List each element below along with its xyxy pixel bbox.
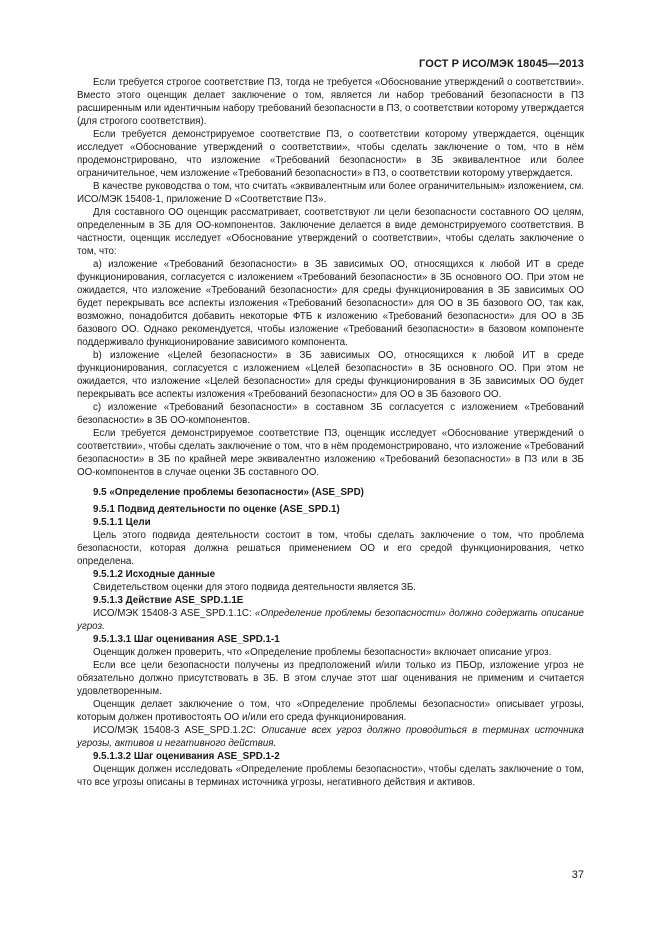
section-heading: 9.5 «Определение проблемы безопасности» (ASE_SPD) xyxy=(93,487,364,498)
reference-text: Описание всех угроз должно проводиться в терминах источника угрозы, активов и негативного действия. xyxy=(77,725,584,749)
subsection-heading: 9.5.1 Подвид деятельности по оценке (ASE_SPD.1) xyxy=(93,504,340,515)
paragraph: Если требуется демонстрируемое соответствие ПЗ, о соответствии которому утверждается, оценщик исследует «Обоснование утверждений о соответствии», чтобы сделать заключение о том, что в нём продемонстрировано, что изложение «Требований безопасности» в ЗБ эквивалентное или более ограничительное, чем изложение «Требований безопасности» в ПЗ, о соответствии которому утверждается. xyxy=(77,129,584,179)
document-body xyxy=(77,76,584,789)
paragraph: Оценщик должен проверить, что «Определение проблемы безопасности» включает описание угроз. xyxy=(93,647,552,658)
list-item-c: c) изложение «Требований безопасности» в составном ЗБ согласуется с изложением «Требований безопасности» в ЗБ ОО-компонентов. xyxy=(77,402,584,426)
reference-text: «Определение проблемы безопасности» должно содержать описание угроз. xyxy=(77,608,584,632)
reference-paragraph xyxy=(77,607,584,633)
paragraph: Если требуется строгое соответствие ПЗ, тогда не требуется «Обоснование утверждений о соответствии». Вместо этого оценщик делает заключение о том, является ли набор требований безопасности в ПЗ расширенным или идентичным набору требований безопасности в ПЗ, о соответствии которому утверждается (для строгого соответствия). xyxy=(77,77,584,127)
paragraph: Если все цели безопасности получены из предположений и/или только из ПБОр, изложение угроз не обязательно должно присутствовать в ЗБ. В этом случае этот шаг оценивания не применим и считается удовлетворенным. xyxy=(77,660,584,697)
paragraph: Для составного ОО оценщик рассматривает, соответствуют ли цели безопасности составного ОО целям, определенным в ЗБ для ОО-компонентов. Заключение делается в виде демонстрируемого соответствия. В частности, оценщик исследует «Обоснование утверждений о соответствии», чтобы сделать заключение о том, что: xyxy=(77,207,584,257)
paragraph: Оценщик делает заключение о том, что «Определение проблемы безопасности» описывает угрозы, которым должен противостоять ОО и/или его среда функционирования. xyxy=(77,699,584,723)
subsection-heading: 9.5.1.3.1 Шаг оценивания ASE_SPD.1-1 xyxy=(93,634,280,645)
subsection-heading: 9.5.1.3 Действие ASE_SPD.1.1E xyxy=(93,595,244,606)
document-header: ГОСТ Р ИСО/МЭК 18045—2013 xyxy=(419,58,584,70)
paragraph: Если требуется демонстрируемое соответствие ПЗ, оценщик исследует «Обоснование утверждений о соответствии», чтобы сделать заключение о том, что в нём продемонстрировано, что изложение «Требований безопасности» в ЗБ по крайней мере эквивалентно изложению «Требований безопасности» в ПЗ или в ЗБ ОО-компонентов в случае оценки ЗБ составного ОО. xyxy=(77,428,584,478)
page-number: 37 xyxy=(571,869,584,881)
paragraph: В качестве руководства о том, что считать «эквивалентным или более ограничительным» изложением, см. ИСО/МЭК 15408-1, приложение D «Соответствие ПЗ». xyxy=(77,181,584,205)
reference-label: ИСО/МЭК 15408-3 ASE_SPD.1.1С: xyxy=(93,608,255,619)
list-item-b: b) изложение «Целей безопасности» в ЗБ зависимых ОО, относящихся к любой ИТ в среде функционирования, согласуется с изложением «Целей безопасности» в ЗБ основного ОО. При этом не ожидается, что изложение «Целей безопасности» для среды функционирования в ЗБ зависимых ОО будет перекрывать все аспекты изложения «Требований безопасности» для ОО в ЗБ базового ОО. xyxy=(77,350,584,400)
paragraph: Цель этого подвида деятельности состоит в том, чтобы сделать заключение о том, что проблема безопасности, которая должна решаться применением ОО и его средой функционирования, четко определена. xyxy=(77,530,584,567)
subsection-heading: 9.5.1.3.2 Шаг оценивания ASE_SPD.1-2 xyxy=(93,751,280,762)
subsection-heading: 9.5.1.1 Цели xyxy=(93,517,151,528)
reference-label: ИСО/МЭК 15408-3 ASE_SPD.1.2С: xyxy=(93,725,262,736)
paragraph: Свидетельством оценки для этого подвида деятельности является ЗБ. xyxy=(93,582,417,593)
paragraph: Оценщик должен исследовать «Определение проблемы безопасности», чтобы сделать заключение о том, что все угрозы описаны в терминах источника угрозы, негативного действия и активов. xyxy=(77,764,584,788)
reference-paragraph xyxy=(77,724,584,750)
subsection-heading: 9.5.1.2 Исходные данные xyxy=(93,569,216,580)
list-item-a: a) изложение «Требований безопасности» в ЗБ зависимых ОО, относящихся к любой ИТ в среде функционирования, согласуется с изложением «Требований безопасности» в ЗБ основного ОО. При этом не ожидается, что изложение «Требований безопасности» для среды функционирования в ЗБ зависимых ОО будет перекрывать все аспекты изложения «Требований безопасности» для ОО в ЗБ базового ОО, так как, возможно, понадобится добавить некоторые ФТБ к изложению «Требований безопасности» для ОО в ЗБ базового ОО. Однако рекомендуется, чтобы изложение «Требований безопасности» в базовом компоненте поддерживало функционирование зависимого компонента. xyxy=(77,259,584,348)
